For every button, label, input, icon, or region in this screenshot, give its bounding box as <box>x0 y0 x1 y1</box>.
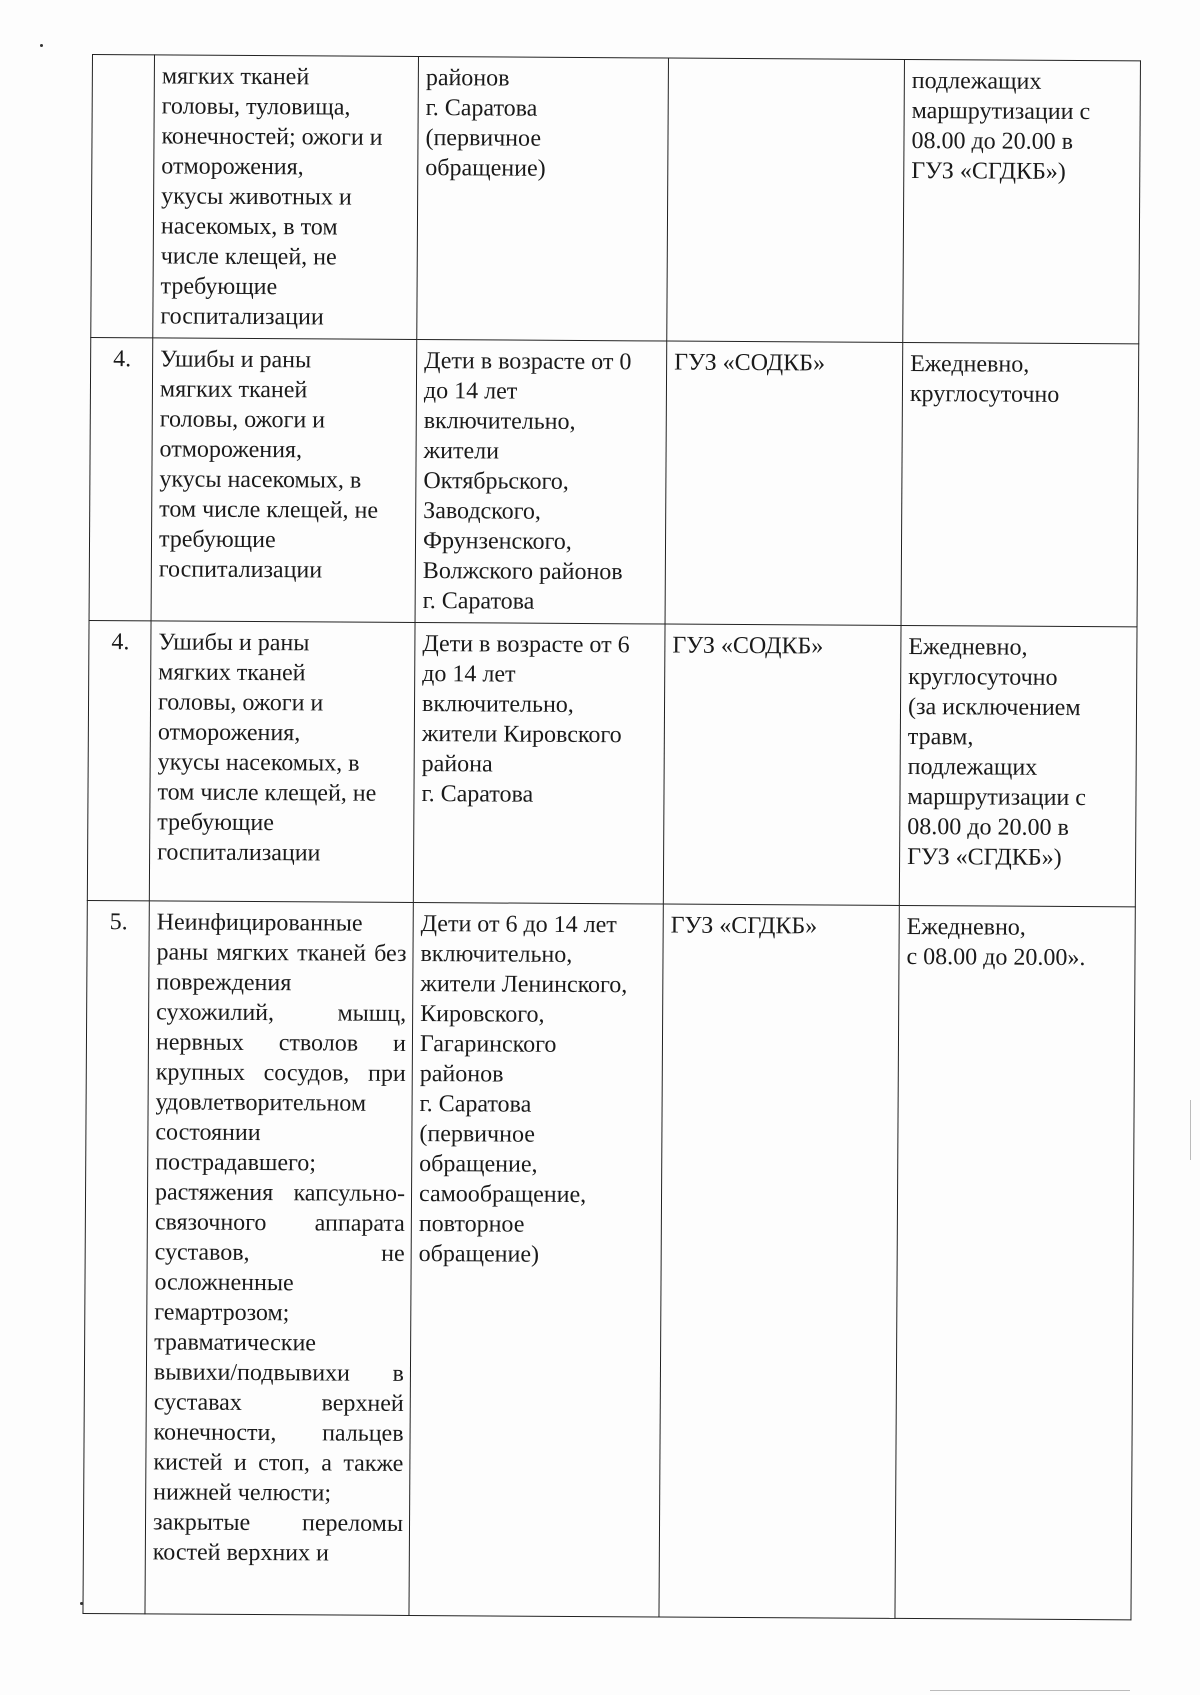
schedule-cell: Ежедневно, с 08.00 до 20.00». <box>895 905 1135 1619</box>
scan-speck <box>40 44 43 47</box>
row-number-cell: 4. <box>89 337 153 620</box>
row-number-cell: 4. <box>87 620 151 900</box>
facility-cell <box>667 58 905 342</box>
schedule-cell: подлежащих маршрутизации с 08.00 до 20.00 в ГУЗ «СГДКБ») <box>903 59 1141 343</box>
row-number-cell: 5. <box>83 900 149 1613</box>
condition-cell: Ушибы и раны мягких тканей головы, ожоги и отморожения, укусы насекомых, в том числе клещей, не требующие госпитализации <box>151 338 417 623</box>
patients-cell: Дети в возрасте от 0 до 14 лет включительно, жители Октябрьского, Заводского, Фрунзенского, Волжского районов г. Саратова <box>415 339 667 624</box>
table-row <box>89 337 1139 626</box>
scan-edge-line <box>930 1690 1130 1691</box>
scan-edge-line <box>1190 1100 1191 1160</box>
facility-cell: ГУЗ «СОДКБ» <box>663 624 901 905</box>
condition-cell: мягких тканей головы, туловища, конечностей; ожоги и отморожения, укусы животных и насекомых, в том числе клещей, не требующие госпитализации <box>153 55 419 340</box>
routing-table <box>82 54 1141 1620</box>
table-row <box>83 900 1135 1619</box>
schedule-cell: Ежедневно, круглосуточно (за исключением травм, подлежащих маршрутизации с 08.00 до 20.00 в ГУЗ «СГДКБ») <box>899 625 1137 906</box>
condition-cell: Неинфицированные раны мягких тканей без повреждения сухожилий, мышц, нервных стволов и крупных сосудов, при удовлетворительном состоянии пострадавшего; растяжения капсульно-связочного аппарата суставов, не осложненные гемартрозом; травматические вывихи/подвывихи в суставах верхней конечности, пальцев кистей и стоп, а также нижней челюсти; закрытые переломы костей верхних и <box>145 901 413 1616</box>
patients-cell: Дети от 6 до 14 лет включительно, жители Ленинского, Кировского, Гагаринского районов г. Саратова (первичное обращение, самообращение, повторное обращение) <box>409 902 663 1617</box>
facility-cell: ГУЗ «СОДКБ» <box>665 341 903 625</box>
facility-cell: ГУЗ «СГДКБ» <box>659 904 899 1618</box>
patients-cell: Дети в возрасте от 6 до 14 лет включительно, жители Кировского района г. Саратова <box>413 622 665 904</box>
condition-cell: Ушибы и раны мягких тканей головы, ожоги и отморожения, укусы насекомых, в том числе клещей, не требующие госпитализации <box>149 621 415 903</box>
table-row <box>91 55 1141 344</box>
row-number-cell <box>91 55 155 338</box>
table-row <box>87 620 1137 906</box>
patients-cell: районов г. Саратова (первичное обращение) <box>417 56 669 341</box>
schedule-cell: Ежедневно, круглосуточно <box>901 342 1139 626</box>
